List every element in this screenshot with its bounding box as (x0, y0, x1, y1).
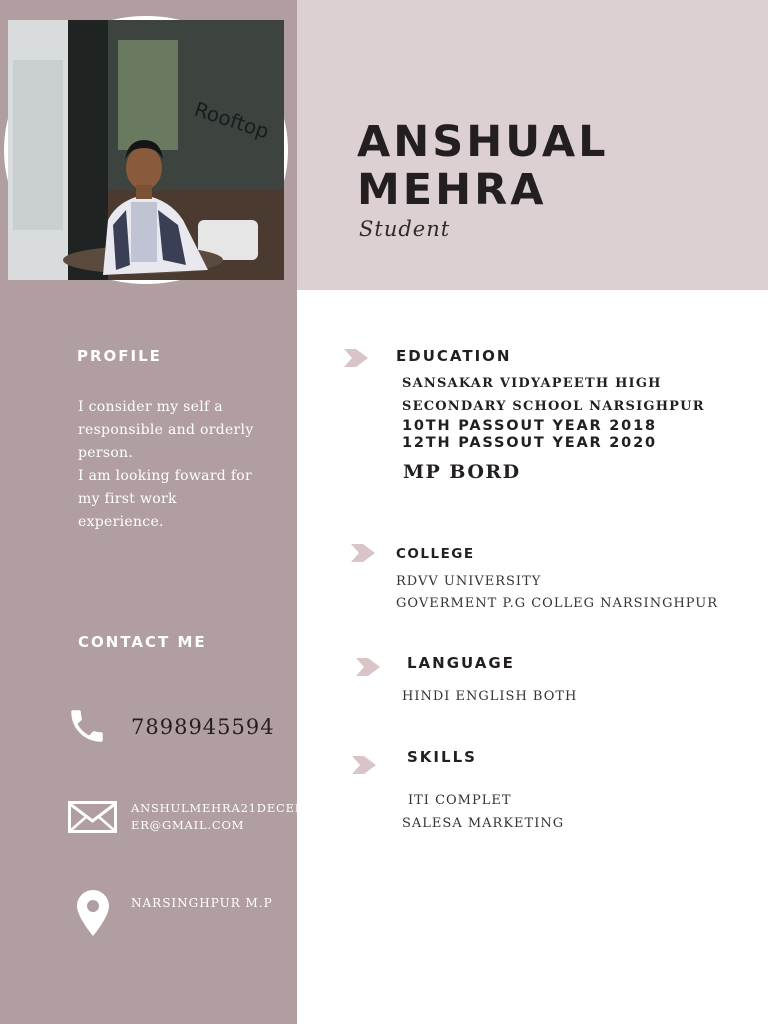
school-line: SECONDARY SCHOOL NARSIGHPUR (402, 399, 705, 414)
full-name (357, 118, 609, 214)
skill-item: ITI COMPLET (408, 793, 512, 808)
profile-line: person. (78, 445, 134, 461)
education-heading: EDUCATION (396, 347, 512, 365)
education-board: MP BORD (403, 461, 521, 483)
profile-heading: PROFILE (77, 347, 162, 365)
svg-text:Rooftop: Rooftop (191, 96, 273, 144)
chevron-right-icon (352, 756, 376, 774)
profile-line: I consider my self a (78, 399, 223, 415)
profile-line: responsible and orderly (78, 422, 254, 438)
contact-heading: CONTACT ME (78, 633, 207, 651)
school-line: SANSAKAR VIDYAPEETH HIGH (402, 376, 662, 391)
skills-heading: SKILLS (407, 748, 477, 766)
language-value: HINDI ENGLISH BOTH (402, 689, 578, 704)
phone-number[interactable]: 7898945594 (131, 715, 275, 739)
last-name: MEHRA (357, 165, 547, 215)
job-title: Student (359, 217, 451, 241)
profile-line: I am looking foward for (78, 468, 253, 484)
education-school (402, 372, 705, 418)
profile-text (78, 396, 288, 534)
envelope-icon (68, 801, 117, 833)
profile-photo (4, 16, 288, 284)
email-line: ER@GMAIL.COM (131, 818, 245, 832)
college-line: GOVERMENT P.G COLLEG NARSINGHPUR (396, 596, 719, 611)
chevron-right-icon (351, 544, 375, 562)
phone-icon (66, 705, 108, 747)
profile-line: my first work (78, 491, 177, 507)
education-years (402, 418, 657, 452)
email-address[interactable] (131, 800, 317, 834)
email-line: ANSHULMEHRA21DECEMB (131, 801, 317, 815)
college-line: RDVV UNIVERSITY (396, 574, 542, 589)
location-pin-icon (77, 890, 109, 936)
language-heading: LANGUAGE (407, 654, 515, 672)
first-name: ANSHUAL (357, 117, 609, 167)
skill-item: SALESA MARKETING (402, 816, 565, 831)
college-heading: COLLEGE (396, 546, 475, 562)
chevron-right-icon (344, 349, 368, 367)
year-line: 12TH PASSOUT YEAR 2020 (402, 435, 657, 451)
profile-line: experience. (78, 514, 164, 530)
chevron-right-icon (356, 658, 380, 676)
year-line: 10TH PASSOUT YEAR 2018 (402, 418, 657, 434)
address: NARSINGHPUR M.P (131, 896, 273, 910)
